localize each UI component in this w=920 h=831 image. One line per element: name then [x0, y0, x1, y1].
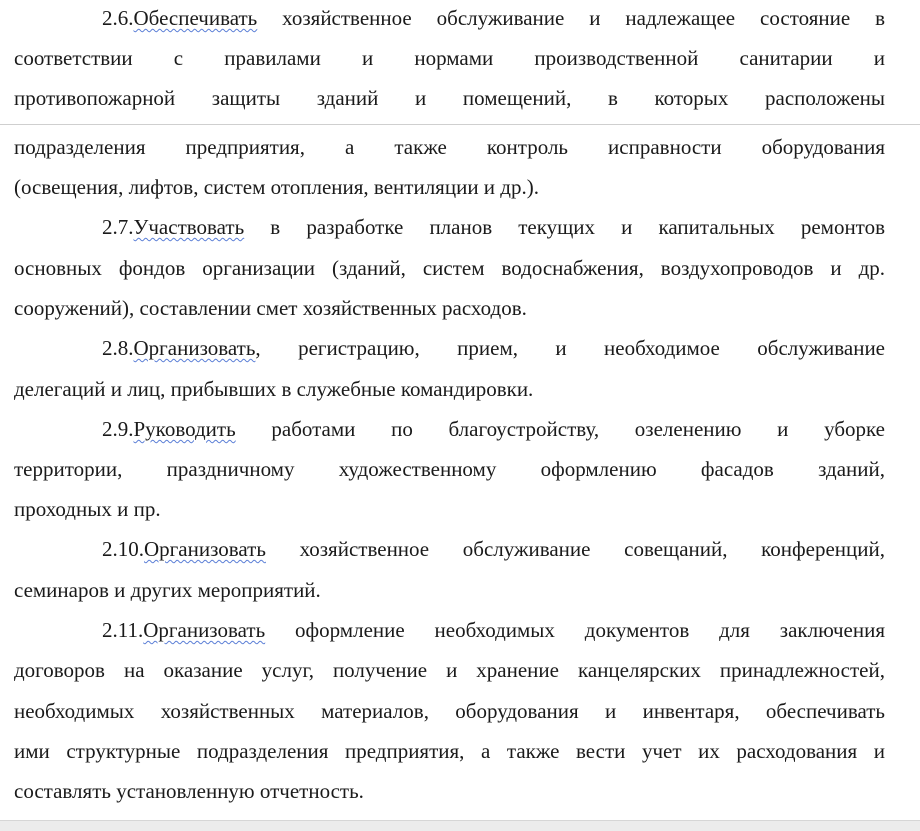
paragraph-2-11-line-1 — [14, 615, 885, 645]
spellcheck-word: Руководить — [133, 417, 236, 441]
text-run: работами по благоустройству, озеленению и уборке — [235, 417, 885, 441]
spellcheck-word: Организовать — [144, 537, 266, 561]
paragraph-2-11-line-4: ими структурные подразделения предприятия, а также вести учет их расходования и — [14, 739, 885, 763]
text-run: , регистрацию, прием, и необходимое обслуживание — [255, 336, 885, 360]
paragraph-2-8-line-1 — [14, 333, 885, 363]
paragraph-2-10-line-2: семинаров и других мероприятий. — [14, 578, 321, 602]
paragraph-2-6-line-5: (освещения, лифтов, систем отопления, вентиляции и др.). — [14, 175, 539, 199]
page-break-line — [0, 124, 920, 125]
spellcheck-word: Обеспечивать — [133, 6, 258, 30]
clause-number: 2.7. — [102, 215, 134, 239]
clause-number: 2.6. — [102, 6, 134, 30]
paragraph-2-8-line-2: делегаций и лиц, прибывших в служебные командировки. — [14, 377, 534, 401]
text-run: оформление необходимых документов для заключения — [265, 618, 885, 642]
text-run: в разработке планов текущих и капитальных ремонтов — [244, 215, 885, 239]
paragraph-2-10-line-1 — [14, 534, 885, 564]
spellcheck-word: Участвовать — [133, 215, 245, 239]
paragraph-2-6-line-4: подразделения предприятия, а также контроль исправности оборудования — [14, 135, 885, 159]
paragraph-2-6-line-3: противопожарной защиты зданий и помещений, в которых расположены — [14, 86, 885, 110]
paragraph-2-11-line-3: необходимых хозяйственных материалов, оборудования и инвентаря, обеспечивать — [14, 699, 885, 723]
clause-number: 2.8. — [102, 336, 134, 360]
paragraph-2-6-line-1 — [14, 3, 885, 33]
paragraph-2-11-line-5: составлять установленную отчетность. — [14, 779, 364, 803]
paragraph-2-7-line-3: сооружений), составлении смет хозяйственных расходов. — [14, 296, 527, 320]
text-run: хозяйственное обслуживание и надлежащее состояние в — [257, 6, 885, 30]
paragraph-2-6-line-2: соответствии с правилами и нормами производственной санитарии и — [14, 46, 885, 70]
spellcheck-word: Организовать — [143, 618, 266, 642]
clause-number: 2.11. — [102, 618, 144, 642]
paragraph-2-9-line-2: территории, праздничному художественному оформлению фасадов зданий, — [14, 457, 885, 481]
paragraph-2-9-line-3: проходных и пр. — [14, 497, 161, 521]
clause-number: 2.10. — [102, 537, 144, 561]
spellcheck-word: Организовать — [133, 336, 256, 360]
text-run: хозяйственное обслуживание совещаний, конференций, — [265, 537, 885, 561]
paragraph-2-7-line-2: основных фондов организации (зданий, систем водоснабжения, воздухопроводов и др. — [14, 256, 885, 280]
paragraph-2-11-line-2: договоров на оказание услуг, получение и хранение канцелярских принадлежностей, — [14, 658, 885, 682]
paragraph-2-9-line-1 — [14, 414, 885, 444]
paragraph-2-7-line-1 — [14, 212, 885, 242]
clause-number: 2.9. — [102, 417, 134, 441]
window-bottom-edge — [0, 820, 920, 831]
